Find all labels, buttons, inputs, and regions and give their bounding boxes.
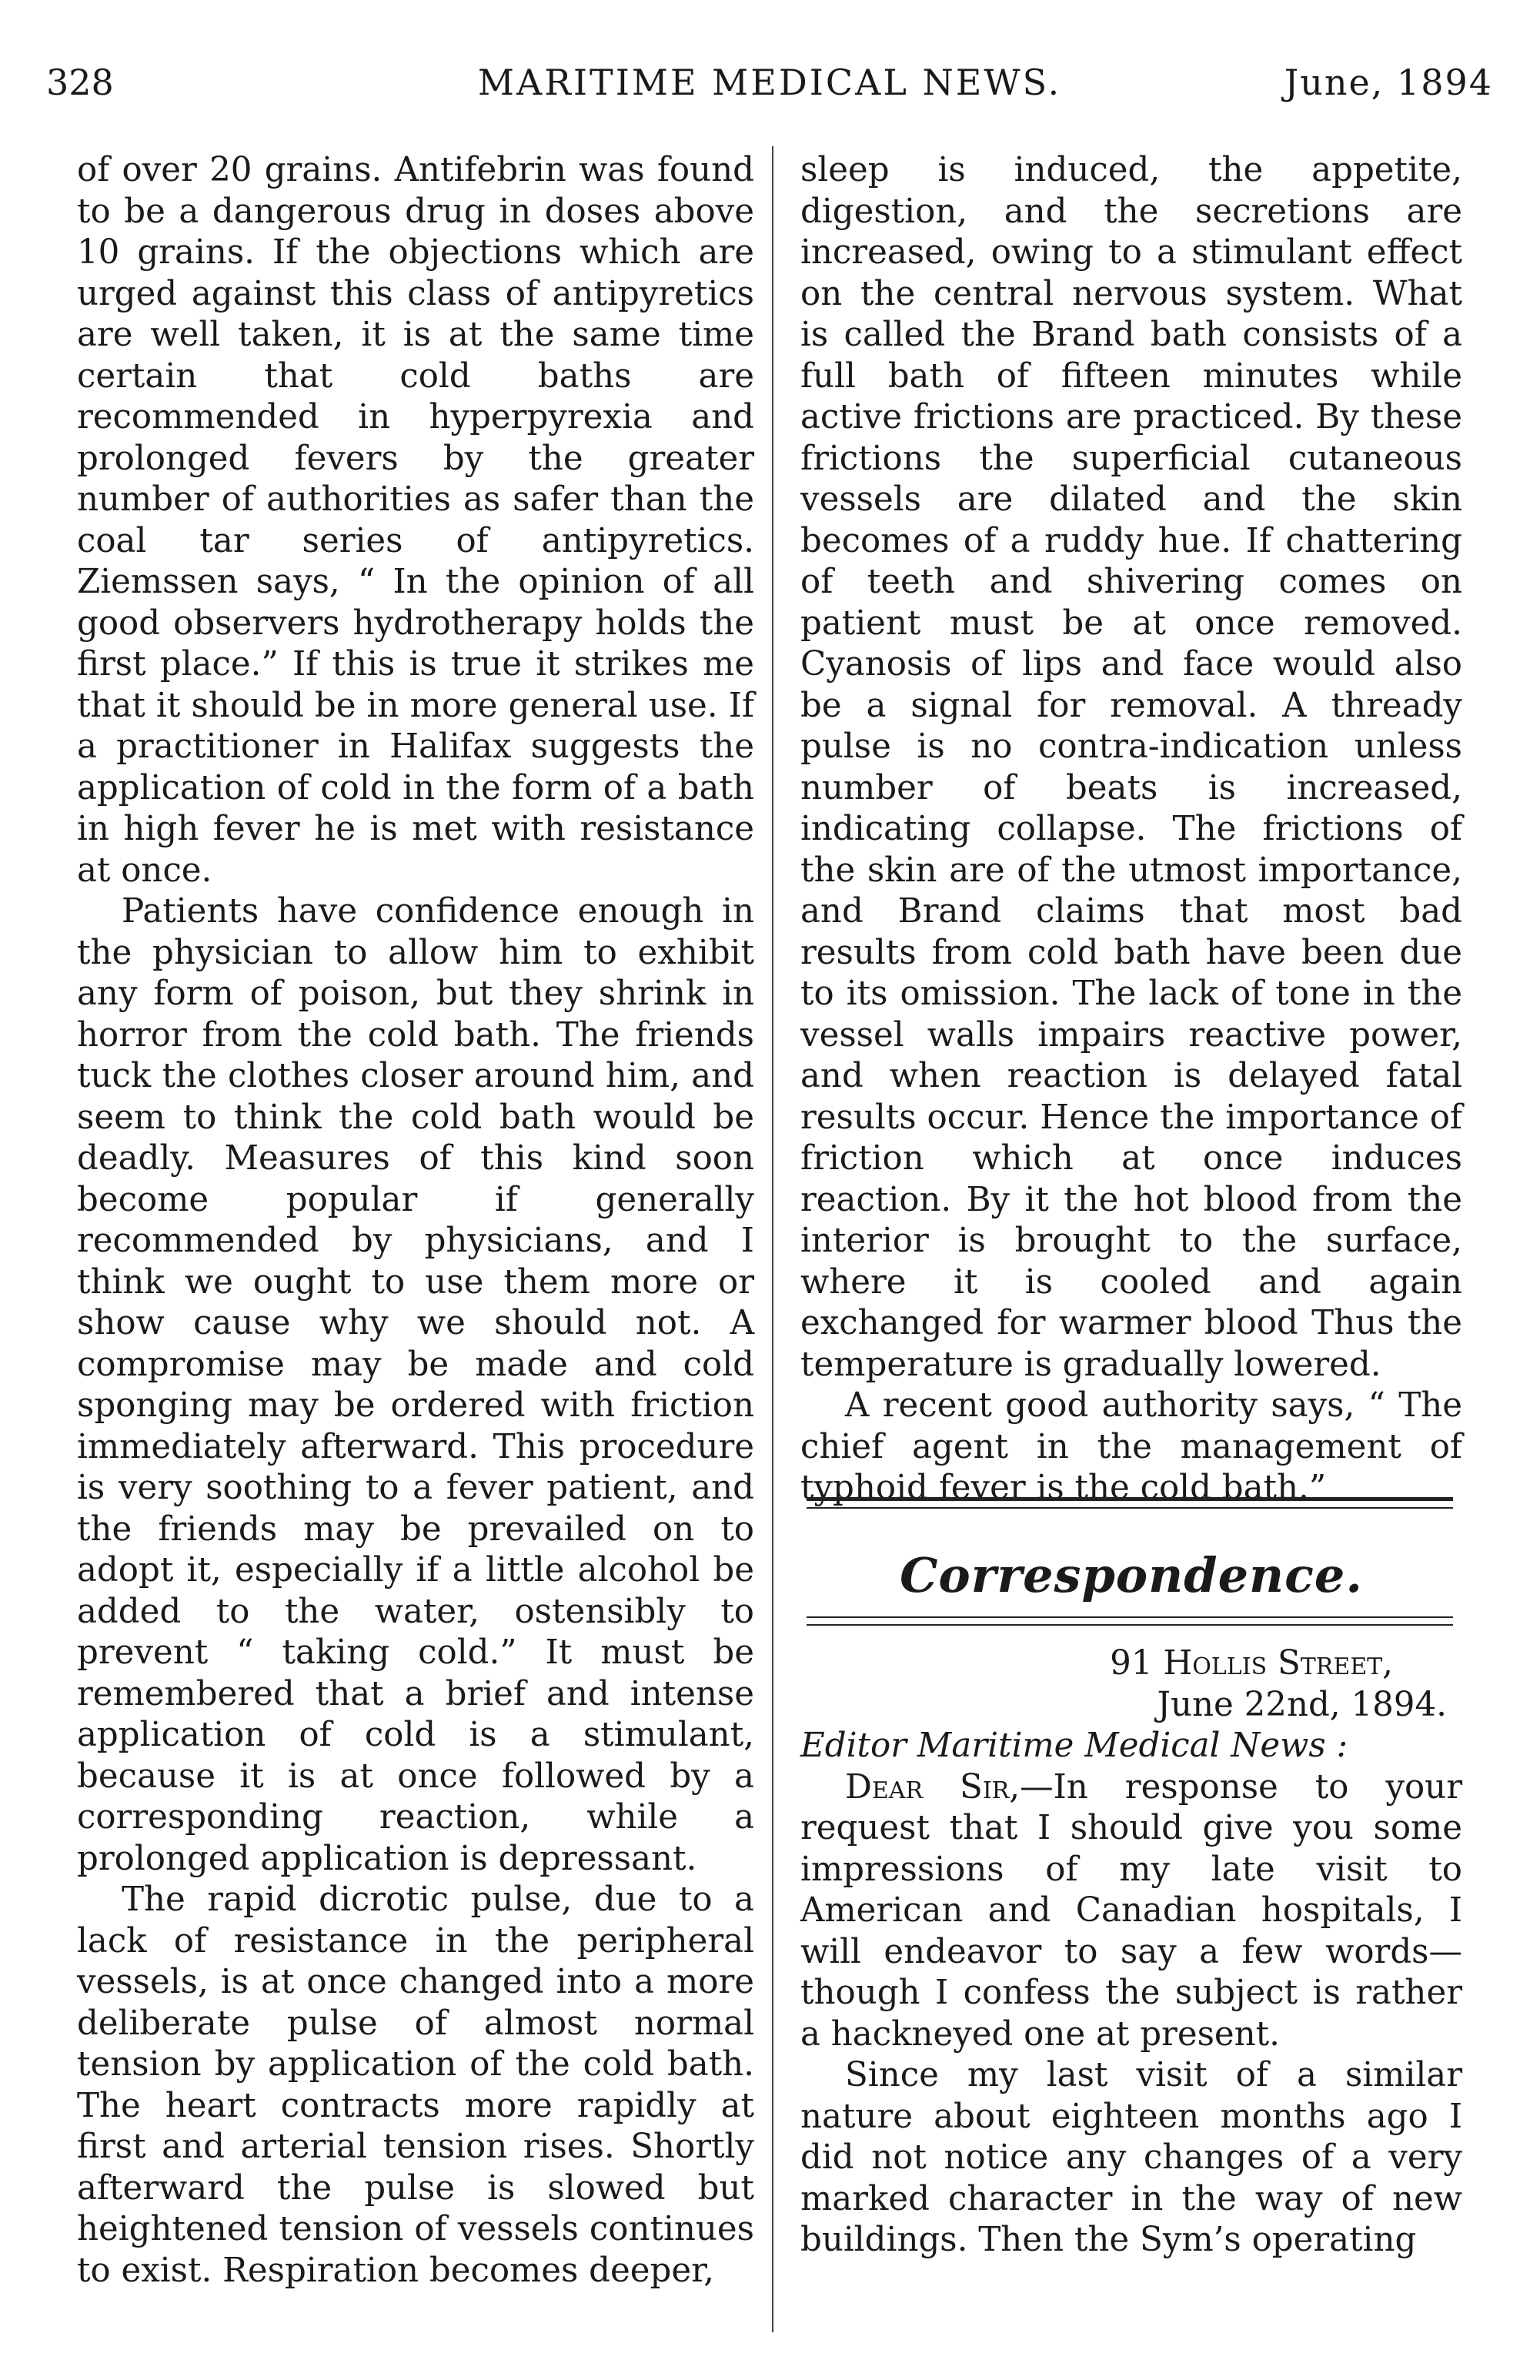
column-divider xyxy=(772,146,773,2332)
section-rule-top xyxy=(807,1497,1453,1509)
letter-date: June 22nd, 1894. xyxy=(1157,1685,1447,1724)
correspondence-heading: Correspondence. xyxy=(900,1547,1363,1603)
letter-address: 91 Hollis Street, xyxy=(1110,1644,1393,1683)
journal-title: MARITIME MEDICAL NEWS. xyxy=(477,62,1062,103)
paragraph xyxy=(800,1767,1462,2056)
paragraph: The rapid dicrotic pulse, due to a lack of resistance in the peripheral vessels, is at once changed into a more deliberate pulse of almost normal tension by application of the cold bath. The heart contracts more rapidly at first and arterial tension rises. Shortly afterward the pulse is slowed but heightened tension of vessels continues to exist. Respiration becomes deeper, xyxy=(77,1880,754,2290)
paragraph: sleep is induced, the appetite, digestion, and the secretions are increased, owing to a stimulant effect on the central nervous system. What is called the Brand bath consists of a full bath of fifteen minutes while active frictions are practiced. By these frictions the superficial cutaneous vessels are dilated and the skin becomes of a ruddy hue. If chattering of teeth and shivering comes on patient must be at once removed. Cyanosis of lips and face would also be a signal for removal. A thready pulse is no contra-indication unless number of beats is increased, indicating collapse. The frictions of the skin are of the utmost importance, and Brand claims that most bad results from cold bath have been due to its omission. The lack of tone in the vessel walls impairs reactive power, and when reaction is delayed fatal results occur. Hence the importance of friction which at once induces reaction. By it the hot blood from the interior is brought to the surface, where it is cooled and again exchanged for warmer blood Thus the temperature is gradually lowered. xyxy=(800,151,1462,1384)
paragraph: A recent good authority says, “ The chief agent in the management of typhoid fever is the cold bath.” xyxy=(800,1386,1462,1507)
page-header xyxy=(46,62,1493,123)
letter-text: —In response to your request that I should give you some impressions of my late visit to American and Canadian hospitals, I will endeavor to say a few words—though I confess the subject is rather a hackneyed one at present. xyxy=(800,1767,1462,2054)
left-column xyxy=(77,150,754,2291)
page-number: 328 xyxy=(46,62,114,103)
right-column xyxy=(800,150,1462,1509)
section-rule-bottom xyxy=(807,1616,1453,1626)
dear-sir: Dear Sir, xyxy=(845,1767,1021,1807)
issue-date: June, 1894 xyxy=(1284,62,1493,103)
letter-salutation: Editor Maritime Medical News : xyxy=(800,1727,1348,1765)
paragraph: Patients have confidence enough in the physician to allow him to exhibit any form of poison, but they shrink in horror from the cold bath. The friends tuck the clothes closer around him, and seem to think the cold bath would be deadly. Measures of this kind soon become popular if generally recommended by physicians, and I think we ought to use them more or show cause why we should not. A compromise may be made and cold sponging may be ordered with friction immediately afterward. This procedure is very soothing to a fever patient, and the friends may be prevailed on to adopt it, especially if a little alcohol be added to the water, ostensibly to prevent “ taking cold.” It must be remembered that a brief and intense application of cold is a stimulant, because it is at once followed by a corresponding reaction, while a prolonged application is depressant. xyxy=(77,892,754,1878)
paragraph: Since my last visit of a similar nature about eighteen months ago I did not notice any changes of a very marked character in the way of new buildings. Then the Sym’s operating xyxy=(800,2056,1462,2259)
paragraph: of over 20 grains. Antifebrin was found to be a dangerous drug in doses above 10 grains. If the objections which are urged against this class of antipyretics are well taken, it is at the same time certain that cold baths are recommended in hyperpyrexia and prolonged fevers by the greater number of authorities as safer than the coal tar series of antipyretics. Ziemssen says, “ In the opinion of all good observers hydrotherapy holds the first place.” If this is true it strikes me that it should be in more general use. If a practitioner in Halifax suggests the application of cold in the form of a bath in high fever he is met with resistance at once. xyxy=(77,151,754,890)
letter xyxy=(800,1643,1462,2261)
